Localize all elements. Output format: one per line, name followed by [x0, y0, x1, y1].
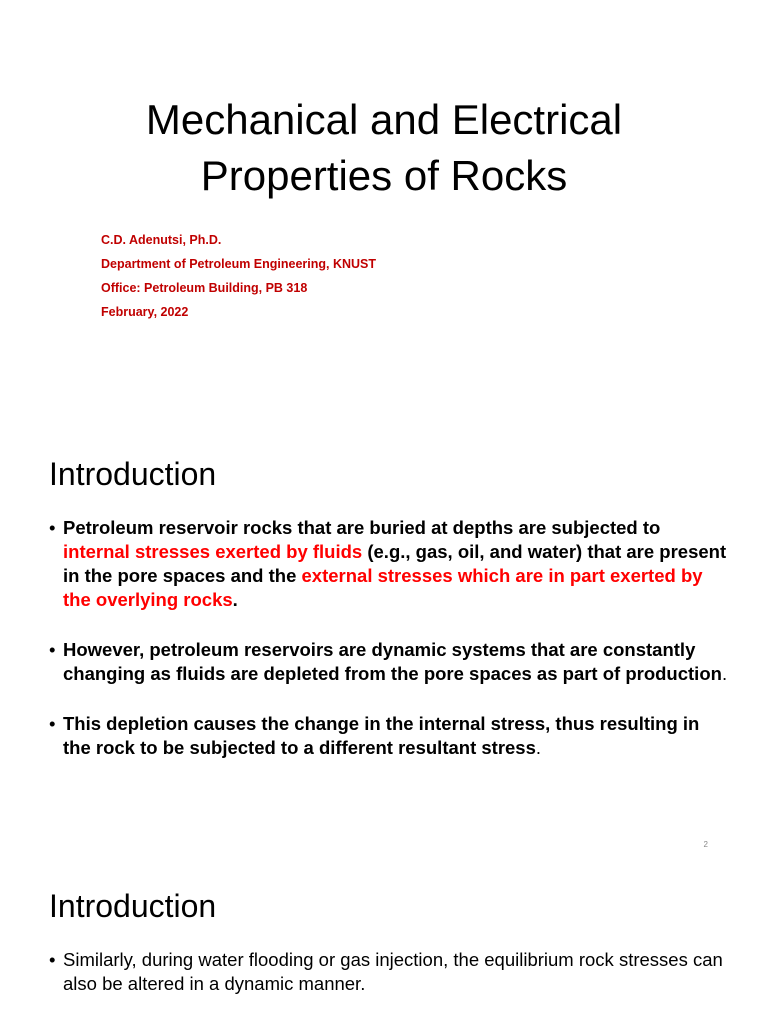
bullet-dot: • — [49, 639, 56, 660]
bullet-item — [49, 948, 729, 996]
slide-heading: Introduction — [49, 888, 217, 924]
bullet-end: . — [535, 737, 542, 758]
presentation-title — [0, 92, 768, 204]
slide-heading: Introduction — [49, 456, 217, 492]
bullet-text: (e.g., gas, oil, and water) that are present in the pore spaces and the — [63, 541, 727, 586]
author-office: Office: Petroleum Building, PB 318 — [101, 281, 308, 295]
title-line-1: Mechanical and Electrical — [145, 96, 623, 143]
bullet-end: . — [721, 663, 728, 684]
title-slide — [0, 0, 768, 432]
highlight-text: internal stresses exerted by fluids — [63, 541, 363, 562]
bullet-dot: • — [49, 713, 56, 734]
bullet-list — [49, 516, 729, 786]
author-name: C.D. Adenutsi, Ph.D. — [101, 233, 222, 247]
presentation-date: February, 2022 — [101, 305, 189, 319]
bullet-text: Petroleum reservoir rocks that are buried at depths are subjected to — [63, 517, 661, 538]
author-info — [101, 228, 376, 324]
introduction-slide-1 — [0, 432, 768, 864]
bullet-text: This depletion causes the change in the internal stress, thus resulting in the rock to be subjected to a different resultant stress — [63, 713, 700, 758]
page-number: 2 — [703, 840, 708, 849]
bullet-item — [49, 712, 729, 760]
author-department: Department of Petroleum Engineering, KNUST — [101, 257, 377, 271]
bullet-item — [49, 516, 729, 612]
bullet-dot: • — [49, 949, 56, 970]
bullet-item — [49, 638, 729, 686]
title-line-2: Properties of Rocks — [200, 152, 568, 199]
bullet-text: . — [232, 589, 238, 610]
bullet-dot: • — [49, 517, 56, 538]
bullet-text: However, petroleum reservoirs are dynamic systems that are constantly changing as fluids are depleted from the pore spaces as part of production — [63, 639, 722, 684]
bullet-list — [49, 948, 729, 1022]
bullet-text: Similarly, during water flooding or gas injection, the equilibrium rock stresses can also be altered in a dynamic manner. — [63, 949, 723, 994]
introduction-slide-2 — [0, 864, 768, 1024]
highlight-text: external stresses which are in part exerted by the overlying rocks — [63, 565, 703, 610]
